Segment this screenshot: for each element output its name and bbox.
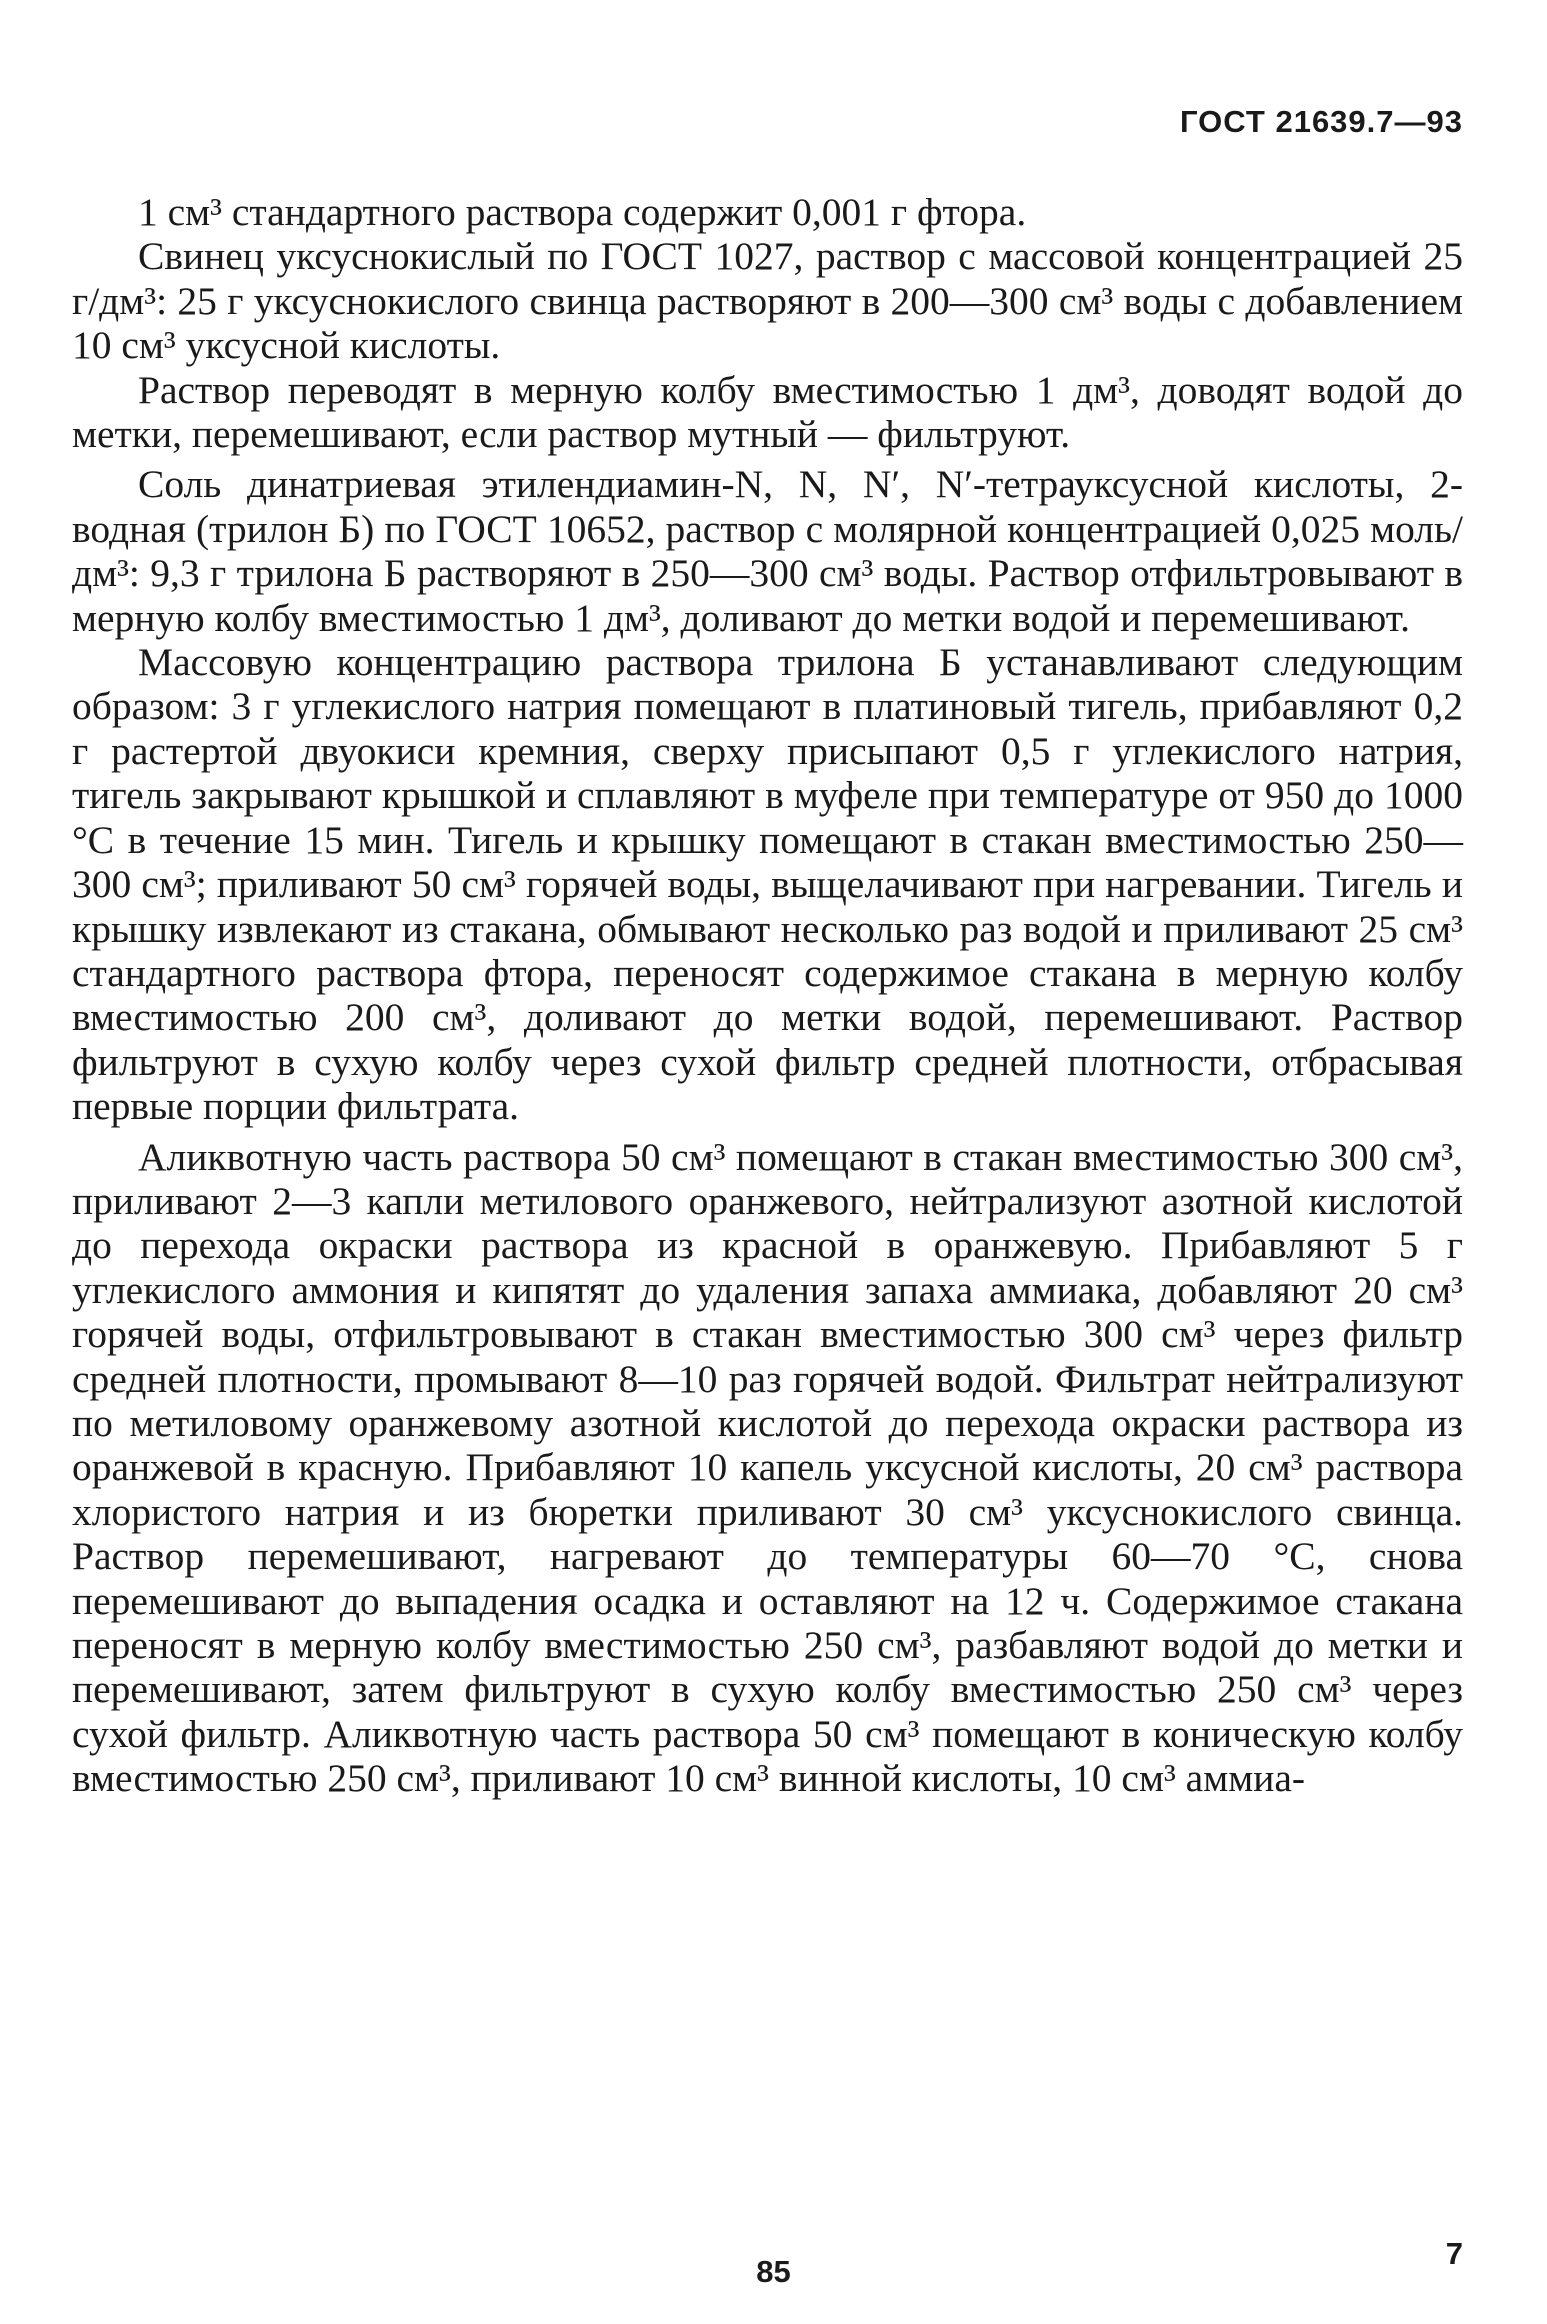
paragraph: Соль динатриевая этилендиамин-N, N, N′, N′-тетрауксусной кислоты, 2-водная (трилон Б) по ГОСТ 10652, раствор с молярной концентрацией 0,025 моль/дм³: 9,3 г трилона Б растворяют в 250—300 см³ воды. Раствор отфильтровывают в мерную колбу вместимостью 1 дм³, доливают до метки водой и перемешивают. bbox=[72, 462, 1463, 640]
standard-header: ГОСТ 21639.7—93 bbox=[1180, 104, 1463, 139]
paragraph: Массовую концентрацию раствора трилона Б устанавливают следующим образом: 3 г углекислого натрия помещают в платиновый тигель, прибавляют 0,2 г растертой двуокиси кремния, сверху присыпают 0,5 г углекислого натрия, тигель закрывают крышкой и сплавляют в муфеле при температуре от 950 до 1000 °С в течение 15 мин. Тигель и крышку помещают в стакан вместимостью 250—300 см³; приливают 50 см³ горячей воды, выщелачивают при нагревании. Тигель и крышку извлекают из стакана, обмывают несколько раз водой и приливают 25 см³ стандартного раствора фтора, переносят содержимое стакана в мерную колбу вместимостью 200 см³, доливают до метки водой, перемешивают. Раствор фильтруют в сухую колбу через сухой фильтр средней плотности, отбрасывая первые порции фильтрата. bbox=[72, 640, 1463, 1129]
paragraph: Раствор переводят в мерную колбу вместимостью 1 дм³, доводят водой до метки, перемешивают, если раствор мутный — фильтруют. bbox=[72, 367, 1463, 457]
paragraph: Аликвотную часть раствора 50 см³ помещают в стакан вместимостью 300 см³, приливают 2—3 капли метилового оранжевого, нейтрализуют азотной кислотой до перехода окраски раствора из красной в оранжевую. Прибавляют 5 г углекислого аммония и кипятят до удаления запаха аммиака, добавляют 20 см³ горячей воды, отфильтровывают в стакан вместимостью 300 см³ через фильтр средней плотности, промывают 8—10 раз горячей водой. Фильтрат нейтрализуют по метиловому оранжевому азотной кислотой до перехода окраски раствора из оранжевой в красную. Прибавляют 10 капель уксусной кислоты, 20 см³ раствора хлористого натрия и из бюретки приливают 30 см³ уксуснокислого свинца. Раствор перемешивают, нагревают до температуры 60—70 °С, снова перемешивают до выпадения осадка и оставляют на 12 ч. Содержимое стакана переносят в мерную колбу вместимостью 250 см³, разбавляют водой до метки и перемешивают, затем фильтруют в сухую колбу вместимостью 250 см³ через сухой фильтр. Аликвотную часть раствора 50 см³ помещают в коническую колбу вместимостью 250 см³, приливают 10 см³ винной кислоты, 10 см³ аммиа- bbox=[72, 1134, 1463, 1801]
body-text bbox=[72, 190, 1463, 1801]
paragraph: Свинец уксуснокислый по ГОСТ 1027, раствор с массовой концентрацией 25 г/дм³: 25 г уксуснокислого свинца растворяют в 200—300 см³ воды с добавлением 10 см³ уксусной кислоты. bbox=[72, 234, 1463, 368]
paragraph: 1 см³ стандартного раствора содержит 0,001 г фтора. bbox=[138, 190, 1027, 234]
page-number: 85 bbox=[756, 2254, 791, 2289]
sheet-number: 7 bbox=[1445, 2236, 1463, 2271]
